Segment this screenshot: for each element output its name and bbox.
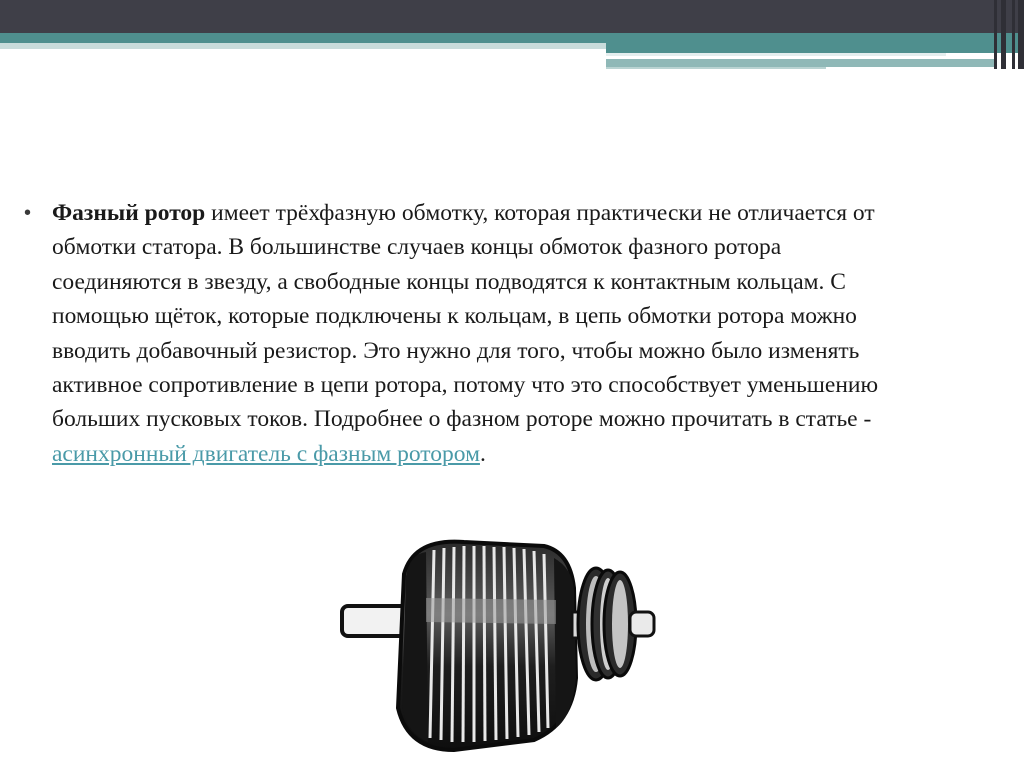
header-light-band: [0, 43, 606, 49]
left-end-winding: [402, 552, 428, 742]
bullet-paragraph: [52, 196, 912, 471]
header-vertical-bar: [1001, 0, 1006, 69]
bullet-marker: •: [24, 202, 32, 224]
bullet-item: [22, 196, 922, 471]
header-stripe: [606, 43, 1024, 53]
bullet-term: Фазный ротор: [52, 200, 206, 226]
slide-body: [22, 196, 922, 471]
header-vertical-bar: [1018, 0, 1024, 69]
header-vertical-bar: [1012, 0, 1015, 69]
drum-highlight: [426, 598, 556, 624]
header-stripe: [606, 67, 826, 69]
right-shaft: [630, 612, 654, 636]
header-stripe: [606, 59, 996, 67]
header-dark-band: [0, 0, 1024, 33]
header-stripe: [606, 53, 946, 56]
bullet-text: имеет трёхфазную обмотку, которая практически не отличается от обмотки статора. В большинстве случаев концы обмоток фазного ротора соединяются в звезду, а свободные концы подводятся к контактным кольцам. С помощью щёток, которые подключены к кольцам, в цепь обмотки ротора можно вводить добавочный резистор. Это нужно для того, чтобы можно было изменять активное сопротивление в цепи ротора, потому что это способствует уменьшению больших пусковых токов. Подробнее о фазном роторе можно прочитать в статье -: [52, 200, 879, 433]
phase-rotor-illustration: [334, 528, 664, 764]
header-teal-band: [0, 33, 1024, 43]
slip-rings: [578, 568, 636, 680]
bullet-text-end: .: [479, 440, 486, 467]
article-link[interactable]: асинхронный двигатель с фазным ротором: [52, 440, 480, 467]
header-vertical-bar: [994, 0, 997, 69]
